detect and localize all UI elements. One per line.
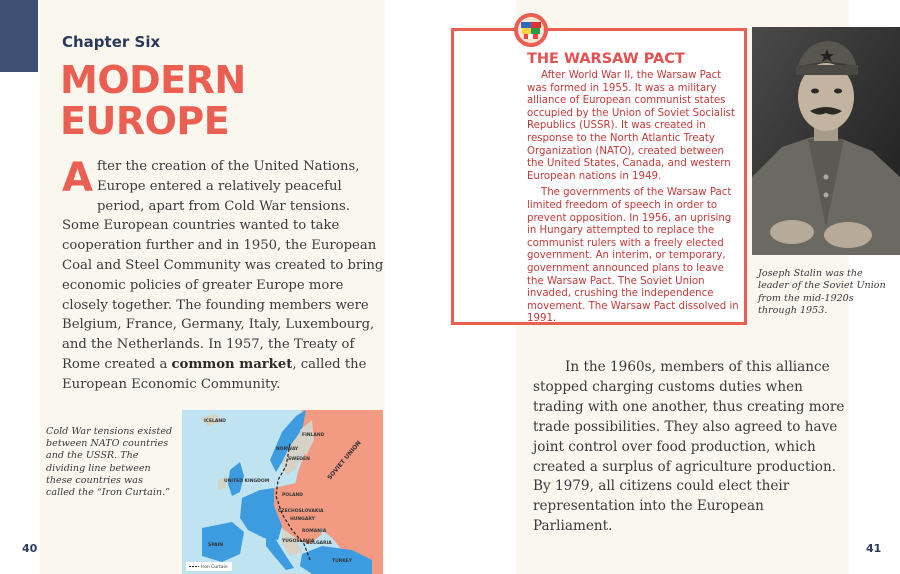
chapter-label: Chapter Six xyxy=(62,33,161,51)
flags-badge-icon xyxy=(514,13,548,47)
right-page-number: 41 xyxy=(866,542,882,555)
left-page-number: 40 xyxy=(22,542,38,555)
label-soviet-union: SOVIET UNION xyxy=(326,439,363,482)
label-iceland: ICELAND xyxy=(204,419,226,424)
sidebar-text xyxy=(527,70,741,330)
drop-cap: A xyxy=(62,155,93,201)
label-finland: FINLAND xyxy=(302,433,325,438)
sidebar-paragraph-1: After World War II, the Warsaw Pact was formed in 1955. It was a military alliance of European communist states occupied by the Union of Soviet Socialist Republics (USSR). It was created in response to the North Atlantic Treaty Organization (NATO), created between the United States, Canada, and western European nations in 1949. xyxy=(527,70,735,182)
map-caption: Cold War tensions existed between NATO countries and the USSR. The dividing line between these countries was called the “Iron Curtain.” xyxy=(46,426,173,499)
label-spain: SPAIN xyxy=(208,543,224,548)
label-yugoslavia: YUGOSLAVIA xyxy=(282,539,315,544)
label-poland: POLAND xyxy=(282,493,303,498)
label-hungary: HUNGARY xyxy=(290,517,315,522)
label-turkey: TURKEY xyxy=(332,559,353,564)
label-czechoslovakia: CZECHOSLOVAKIA xyxy=(278,509,324,514)
title-line-2: EUROPE xyxy=(60,99,230,143)
label-united-kingdom: UNITED KINGDOM xyxy=(224,479,270,484)
label-sweden: SWEDEN xyxy=(288,457,310,462)
chapter-title xyxy=(60,60,320,142)
stalin-photo-graphic xyxy=(752,27,900,255)
flags-badge-graphic xyxy=(514,13,548,47)
right-body-paragraph xyxy=(533,358,845,537)
paragraph-text-end: , called the European Economic Community. xyxy=(62,356,367,392)
photo-caption: Joseph Stalin was the leader of the Soviet Union from the mid-1920s through 1953. xyxy=(758,268,886,317)
label-norway: NORWAY xyxy=(276,447,299,452)
stalin-photo xyxy=(752,27,900,255)
label-bulgaria: BULGARIA xyxy=(306,541,332,546)
map-graphic xyxy=(182,410,383,574)
title-line-1: MODERN xyxy=(60,58,246,102)
legend-label: Iron Curtain xyxy=(201,565,228,570)
right-paragraph-text: In the 1960s, members of this alliance stopped charging customs duties when trading with one another, thus creating more trade possibilities. They also agreed to have joint control over food production, which created a surplus of agriculture production. By 1979, all citizens could elect their representation into the European Parliament. xyxy=(533,359,845,535)
paragraph-text-start: fter the creation of the United Nations, Europe entered a relatively peaceful period, apart from Cold War tensions. Some European countries wanted to take cooperation further and in 1950, the European Coal and Steel Community was created to bring economic policies of greater Europe more closely together. The founding members were Belgium, France, Germany, Italy, Luxembourg, and the Netherlands. In 1957, the Treaty of Rome created a xyxy=(62,159,384,372)
sidebar-title: THE WARSAW PACT xyxy=(527,51,685,67)
cold-war-europe-map xyxy=(182,410,383,574)
label-romania: ROMANIA xyxy=(302,529,327,534)
left-body-paragraph xyxy=(62,157,384,395)
common-market-term: common market xyxy=(171,356,293,372)
chapter-corner-tab xyxy=(0,0,38,72)
sidebar-paragraph-2: The governments of the Warsaw Pact limited freedom of speech in order to prevent opposition. In 1956, an uprising in Hungary attempted to replace the communist rulers with a freely elected government. An interim, or temporary, government announced plans to leave the Warsaw Pact. The Soviet Union invaded, crushing the independence movement. The Warsaw Pact dissolved in 1991. xyxy=(527,187,739,325)
